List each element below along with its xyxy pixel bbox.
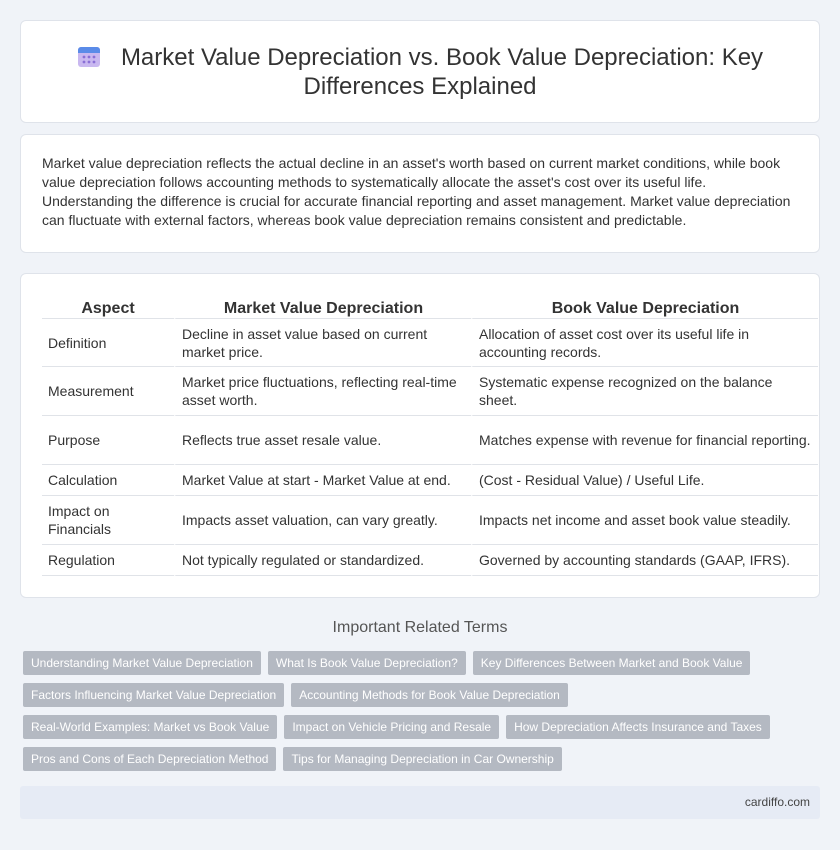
table-row <box>42 367 818 416</box>
related-term-tag[interactable]: Understanding Market Value Depreciation <box>23 651 261 675</box>
header-market-value: Market Value Depreciation <box>174 296 471 318</box>
tag-row <box>23 651 823 675</box>
related-term-tag[interactable]: Tips for Managing Depreciation in Car Ownership <box>283 747 561 771</box>
table-row <box>42 416 818 465</box>
table-header-row <box>42 296 818 318</box>
related-term-tag[interactable]: What Is Book Value Depreciation? <box>268 651 466 675</box>
tag-row <box>23 747 823 771</box>
table-row <box>42 318 818 367</box>
page-title-text: Market Value Depreciation vs. Book Value Depreciation: Key Differences Explained <box>120 44 764 100</box>
row-aspect: Definition <box>42 318 174 367</box>
table-row <box>42 465 818 496</box>
row-market-value: Not typically regulated or standardized. <box>174 545 471 576</box>
row-aspect: Regulation <box>42 545 174 576</box>
row-aspect: Measurement <box>42 367 174 416</box>
row-aspect: Purpose <box>42 416 174 465</box>
calendar-icon <box>77 44 101 68</box>
intro-card <box>20 134 820 253</box>
table-row <box>42 496 818 545</box>
row-book-value: Allocation of asset cost over its useful life in accounting records. <box>471 318 818 367</box>
page-title <box>21 43 819 101</box>
table-row <box>42 545 818 576</box>
header-aspect: Aspect <box>81 300 135 317</box>
row-market-value: Reflects true asset resale value. <box>174 416 471 465</box>
row-book-value: Systematic expense recognized on the balance sheet. <box>471 367 818 416</box>
related-term-tag[interactable]: Impact on Vehicle Pricing and Resale <box>284 715 499 739</box>
comparison-table <box>42 296 818 576</box>
row-market-value: Impacts asset valuation, can vary greatly. <box>174 496 471 545</box>
row-aspect: Impact on Financials <box>42 496 174 545</box>
related-terms-list <box>23 651 823 779</box>
row-aspect: Calculation <box>42 465 174 496</box>
related-term-tag[interactable]: Factors Influencing Market Value Depreciation <box>23 683 284 707</box>
row-book-value: Impacts net income and asset book value steadily. <box>471 496 818 545</box>
tag-row <box>23 683 823 707</box>
related-term-tag[interactable]: Accounting Methods for Book Value Depreciation <box>291 683 568 707</box>
related-term-tag[interactable]: How Depreciation Affects Insurance and Taxes <box>506 715 770 739</box>
row-market-value: Market Value at start - Market Value at end. <box>174 465 471 496</box>
row-book-value: Governed by accounting standards (GAAP, IFRS). <box>471 545 818 576</box>
row-market-value: Market price fluctuations, reflecting real-time asset worth. <box>174 367 471 416</box>
footer <box>20 786 820 819</box>
footer-site-link[interactable]: cardiffo.com <box>744 795 810 809</box>
row-book-value: (Cost - Residual Value) / Useful Life. <box>471 465 818 496</box>
comparison-card <box>20 273 820 598</box>
row-market-value: Decline in asset value based on current market price. <box>174 318 471 367</box>
intro-paragraph: Market value depreciation reflects the actual decline in an asset's worth based on current market conditions, while book value depreciation follows accounting methods to systematically allocate the asset's cost over its useful life. Understanding the difference is crucial for accurate financial reporting and asset management. Market value depreciation can fluctuate with external factors, whereas book value depreciation remains consistent and predictable. <box>42 155 791 228</box>
title-card <box>20 20 820 123</box>
tag-row <box>23 715 823 739</box>
related-term-tag[interactable]: Key Differences Between Market and Book Value <box>473 651 751 675</box>
related-term-tag[interactable]: Pros and Cons of Each Depreciation Method <box>23 747 276 771</box>
row-book-value: Matches expense with revenue for financial reporting. <box>471 416 818 465</box>
related-term-tag[interactable]: Real-World Examples: Market vs Book Value <box>23 715 277 739</box>
related-terms-title: Important Related Terms <box>332 619 508 636</box>
header-book-value: Book Value Depreciation <box>471 296 818 318</box>
